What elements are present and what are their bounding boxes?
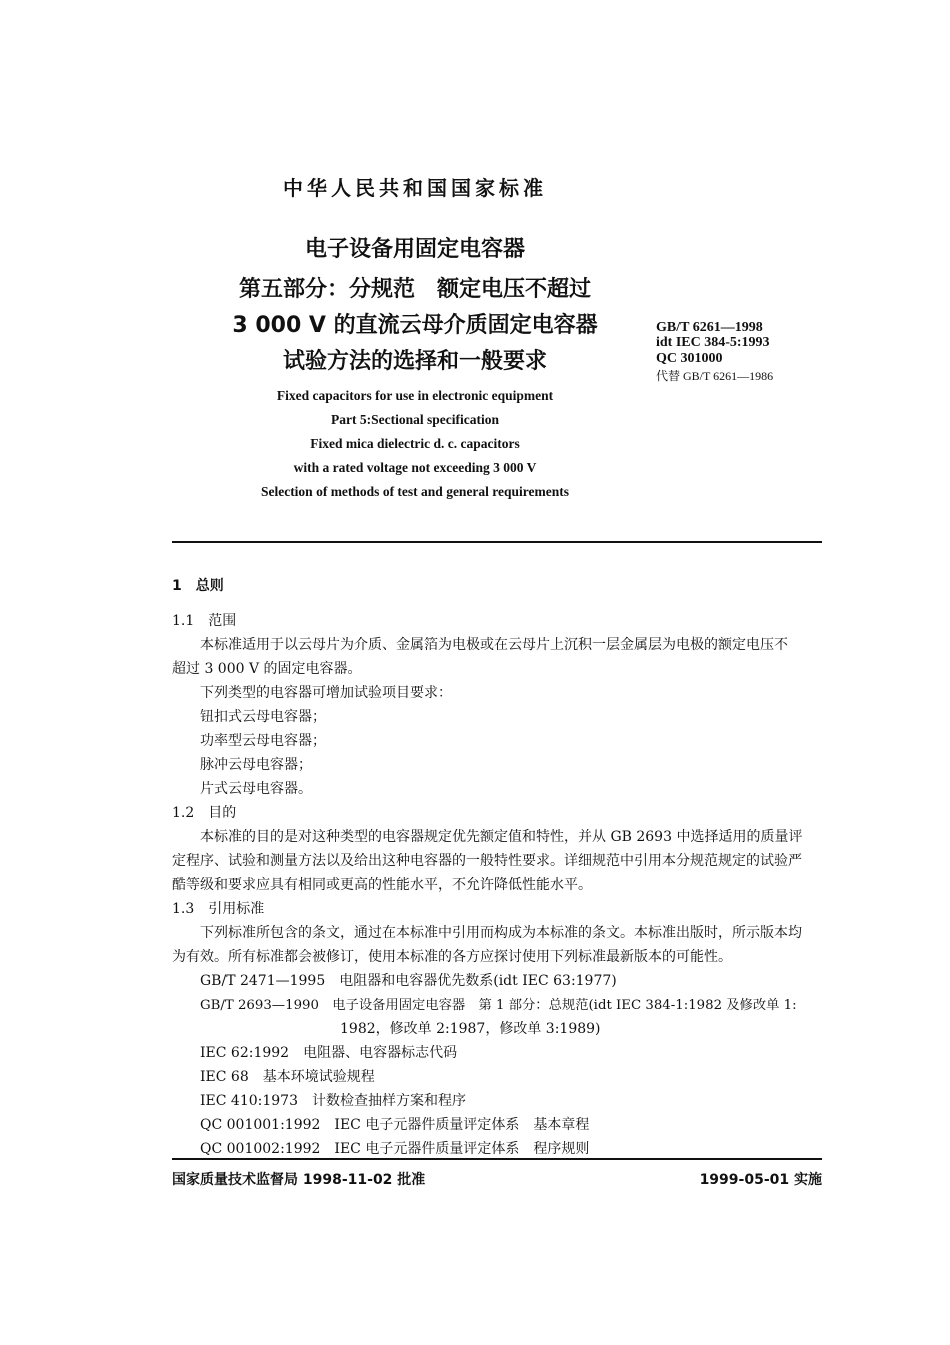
list-item: 脉冲云母电容器； (200, 757, 312, 773)
scope-paragraph-line-1: 本标准适用于以云母片为介质、金属箔为电极或在云母片上沉积一层金属层为电极的额定电压不 (200, 637, 788, 653)
scope-paragraph-2: 下列类型的电容器可增加试验项目要求： (200, 685, 452, 701)
list-item: 片式云母电容器。 (200, 781, 312, 797)
title-en-line-3: Fixed mica dielectric d. c. capacitors (310, 436, 520, 451)
title-en-line-1: Fixed capacitors for use in electronic equipment (276, 388, 554, 403)
reference-item: IEC 62:1992 电阻器、电容器标志代码 (200, 1045, 458, 1061)
standard-code: GB/T 6261—1998 (656, 320, 763, 335)
scope-paragraph-line-2: 超过 3 000 V 的固定电容器。 (172, 661, 362, 677)
purpose-paragraph-line-3: 酷等级和要求应具有相同或更高的性能水平，不允许降低性能水平。 (172, 877, 592, 893)
list-item: 钮扣式云母电容器； (200, 709, 326, 725)
references-paragraph-line-2: 为有效。所有标准都会被修订，使用本标准的各方应探讨使用下列标准最新版本的可能性。 (172, 949, 732, 965)
title-en-line-4: with a rated voltage not exceeding 3 000 V (293, 460, 537, 475)
title-en-line-5: Selection of methods of test and general requirements (260, 484, 570, 499)
section-1-1-heading: 1.1 范围 (172, 613, 237, 629)
section-1-2-heading: 1.2 目的 (172, 805, 237, 821)
title-cn-line-1: 电子设备用固定电容器 (304, 237, 525, 262)
section-1-heading: 1 总则 (172, 578, 224, 594)
purpose-paragraph-line-1: 本标准的目的是对这种类型的电容器规定优先额定值和特性，并从 GB 2693 中选择适用的质量评 (200, 829, 803, 845)
references-paragraph-line-1: 下列标准所包含的条文，通过在本标准中引用而构成为本标准的条文。本标准出版时，所示版本均 (200, 925, 802, 941)
qc-code: QC 301000 (656, 351, 723, 366)
header-divider (172, 541, 822, 543)
reference-item-continuation: 1982，修改单 2:1987，修改单 3:1989) (340, 1021, 601, 1037)
national-standard-heading: 中华人民共和国国家标准 (283, 176, 547, 200)
replaces-code: 代替 GB/T 6261—1986 (656, 369, 774, 383)
approval-date: 国家质量技术监督局 1998-11-02 批准 (172, 1172, 426, 1188)
purpose-paragraph-line-2: 定程序、试验和测量方法以及给出这种电容器的一般特性要求。详细规范中引用本分规范规定的试验严 (172, 853, 802, 869)
section-1-3-heading: 1.3 引用标准 (172, 901, 265, 917)
reference-item: QC 001001:1992 IEC 电子元器件质量评定体系 基本章程 (200, 1117, 590, 1133)
footer-divider (172, 1158, 822, 1160)
title-cn-line-3: 3 000 V 的直流云母介质固定电容器 (232, 313, 598, 338)
title-cn-line-4: 试验方法的选择和一般要求 (282, 349, 547, 374)
reference-item: QC 001002:1992 IEC 电子元器件质量评定体系 程序规则 (200, 1141, 590, 1157)
reference-item: IEC 410:1973 计数检查抽样方案和程序 (200, 1093, 466, 1109)
title-cn-line-2: 第五部分：分规范 额定电压不超过 (238, 277, 591, 302)
reference-item: IEC 68 基本环境试验规程 (200, 1069, 375, 1085)
reference-item: GB/T 2471—1995 电阻器和电容器优先数系(idt IEC 63:1977) (200, 973, 617, 989)
reference-item: GB/T 2693—1990 电子设备用固定电容器 第 1 部分：总规范(idt IEC 384-1:1982 及修改单 1: (200, 998, 797, 1013)
effective-date: 1999-05-01 实施 (699, 1172, 822, 1188)
title-en-line-2: Part 5:Sectional specification (331, 412, 499, 427)
list-item: 功率型云母电容器； (200, 733, 326, 749)
iec-equivalent-code: idt IEC 384-5:1993 (656, 335, 770, 350)
